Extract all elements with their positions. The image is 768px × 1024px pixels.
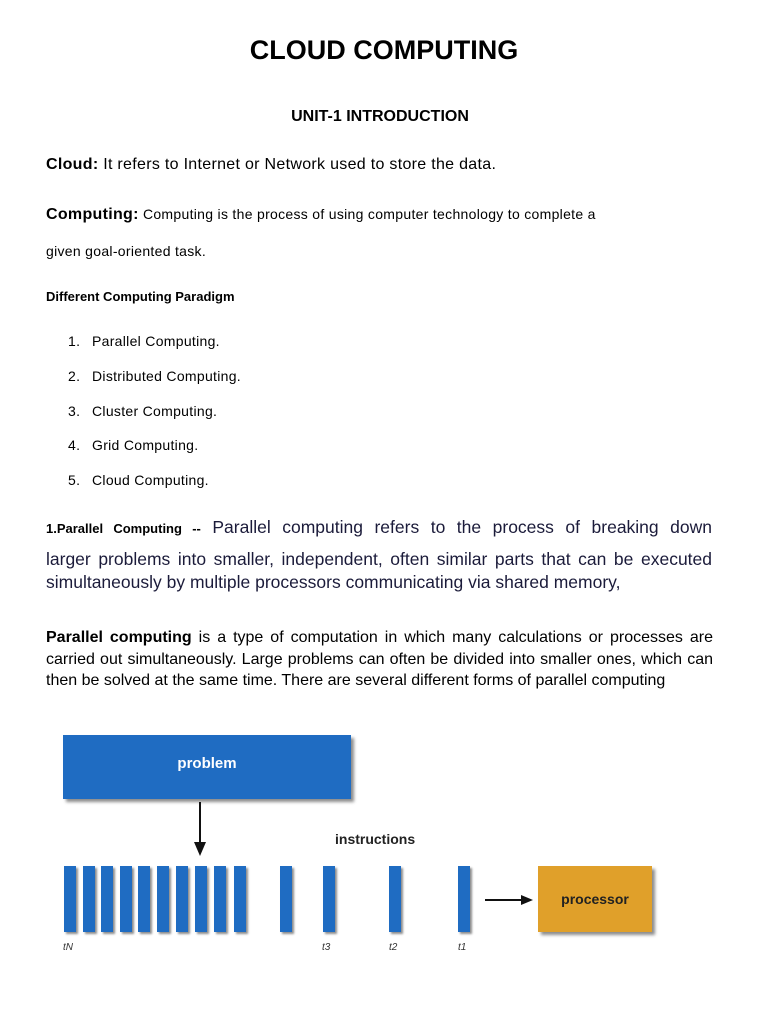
list-item	[68, 437, 198, 453]
instruction-bar	[138, 866, 150, 932]
computing-definition	[46, 206, 596, 224]
down-arrow-icon	[190, 802, 210, 858]
processor-box: processor	[538, 866, 652, 932]
instruction-bar	[323, 866, 335, 932]
cloud-text: It refers to Internet or Network used to store the data.	[98, 156, 497, 173]
parallel-para2: is a type of computation in which many calculations or processes are carried out simultaneously. Large problems can often be divided into smaller ones, which can then be solved at the same time. There are several different forms of parallel computing	[46, 629, 714, 689]
list-label: Distributed Computing.	[92, 368, 241, 384]
instruction-bar	[64, 866, 76, 932]
instruction-bar	[101, 866, 113, 932]
instruction-bar	[157, 866, 169, 932]
label-t2: t2	[389, 942, 398, 953]
parallel-line1: Parallel computing refers to the process of breaking down	[200, 517, 712, 537]
list-item	[68, 403, 217, 419]
instruction-bar	[458, 866, 470, 932]
list-number: 4.	[68, 437, 81, 453]
document-title: CLOUD COMPUTING	[249, 35, 519, 65]
computing-term: Computing:	[46, 206, 139, 223]
list-number: 5.	[68, 472, 81, 488]
instruction-bar	[176, 866, 188, 932]
parallel-rest: larger problems into smaller, independent, often similar parts that can be executed simultaneously by multiple processors communicating via shared memory,	[46, 549, 712, 592]
cloud-definition	[46, 156, 496, 174]
list-label: Cloud Computing.	[92, 472, 209, 488]
instruction-bar	[195, 866, 207, 932]
list-item	[68, 368, 241, 384]
list-number: 1.	[68, 333, 81, 349]
parallel-paragraph	[46, 516, 712, 594]
list-label: Grid Computing.	[92, 437, 199, 453]
parallel-first-line	[46, 516, 712, 540]
instruction-bar	[214, 866, 226, 932]
unit-heading: UNIT-1 INTRODUCTION	[291, 108, 469, 125]
instructions-label: instructions	[335, 831, 416, 847]
instruction-bar	[389, 866, 401, 932]
instruction-bar	[280, 866, 292, 932]
label-t3: t3	[322, 942, 331, 953]
list-item	[68, 472, 209, 488]
right-arrow-icon	[485, 892, 535, 908]
paradigm-heading: Different Computing Paradigm	[46, 289, 235, 304]
list-item	[68, 333, 220, 349]
instruction-bar	[120, 866, 132, 932]
cloud-term: Cloud:	[46, 156, 99, 173]
parallel-term: Parallel computing	[46, 629, 192, 646]
problem-box: problem	[63, 735, 351, 799]
parallel-heading: 1.Parallel Computing --	[46, 521, 201, 536]
computing-text: Computing is the process of using computer technology to complete a	[138, 206, 596, 222]
list-label: Parallel Computing.	[92, 333, 220, 349]
list-number: 2.	[68, 368, 81, 384]
label-t1: t1	[458, 942, 467, 953]
instruction-bar	[234, 866, 246, 932]
list-label: Cluster Computing.	[92, 403, 218, 419]
parallel-paragraph-2	[46, 627, 713, 692]
computing-definition-cont: given goal-oriented task.	[46, 243, 207, 259]
instruction-bar	[83, 866, 95, 932]
list-number: 3.	[68, 403, 81, 419]
label-tN: tN	[63, 942, 73, 953]
